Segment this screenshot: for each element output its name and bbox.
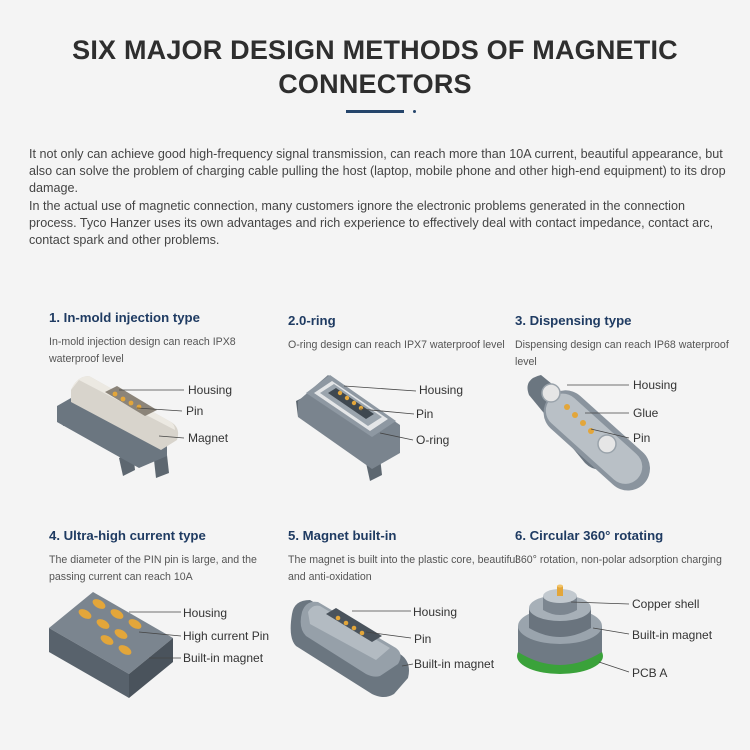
dispensing-connector-illustration bbox=[515, 313, 750, 513]
label-copper-shell: Copper shell bbox=[632, 597, 700, 611]
label-housing: Housing bbox=[188, 383, 233, 397]
label-o-ring: O-ring bbox=[416, 433, 450, 447]
intro-paragraph-2: In the actual use of magnetic connection, many customers ignore the electronic problems generated in the connection process. Tyco Hanzer uses its own advantages and rich experience to effectively deal with contact impedance, contact arc, contact spark and other problems. bbox=[29, 198, 714, 248]
method-title: 6. Circular 360° rotating bbox=[515, 528, 664, 543]
method-title: 2.0-ring bbox=[288, 313, 336, 328]
label-housing: Housing bbox=[183, 606, 228, 620]
method-title: 4. Ultra-high current type bbox=[49, 528, 206, 543]
method-title: 3. Dispensing type bbox=[515, 313, 632, 328]
method-description: O-ring design can reach IPX7 waterproof level bbox=[288, 339, 505, 351]
high-current-connector-illustration bbox=[49, 528, 289, 738]
method-card-dispensing bbox=[515, 313, 750, 513]
label-housing: Housing bbox=[419, 383, 464, 397]
circular-connector-illustration bbox=[515, 528, 750, 738]
label-pin: Pin bbox=[414, 632, 432, 646]
method-description: 360° rotation, non-polar adsorption charging bbox=[515, 554, 722, 566]
label-pin: Pin bbox=[416, 407, 434, 421]
label-housing: Housing bbox=[413, 605, 458, 619]
page-title bbox=[0, 33, 750, 101]
page-title-line-2: CONNECTORS bbox=[278, 69, 472, 99]
method-description: Dispensing design can reach IP68 waterproof level bbox=[515, 339, 729, 368]
o-ring-connector-illustration bbox=[288, 313, 528, 513]
method-card-o-ring bbox=[288, 313, 528, 513]
magnet-built-in-connector-illustration bbox=[288, 528, 528, 738]
method-card-magnet-built-in bbox=[288, 528, 528, 728]
intro-text bbox=[29, 146, 729, 249]
method-description: The diameter of the PIN pin is large, and the passing current can reach 10A bbox=[49, 554, 257, 583]
method-card-circular-360 bbox=[515, 528, 750, 728]
method-card-high-current bbox=[49, 528, 289, 728]
label-built-in-magnet: Built-in magnet bbox=[632, 628, 713, 642]
label-pin: Pin bbox=[633, 431, 651, 445]
label-pin: Pin bbox=[186, 404, 204, 418]
in-mold-connector-illustration bbox=[49, 310, 289, 510]
method-title: 1. In-mold injection type bbox=[49, 310, 200, 325]
label-pcb-a: PCB A bbox=[632, 666, 668, 680]
label-built-in-magnet: Built-in magnet bbox=[414, 657, 495, 671]
title-divider bbox=[346, 110, 404, 113]
method-card-in-mold bbox=[49, 310, 289, 510]
label-glue: Glue bbox=[633, 406, 659, 420]
intro-paragraph-1: It not only can achieve good high-frequency signal transmission, can reach more than 10A current, beautiful appearance, but also can solve the problem of charging cable pulling the host (laptop, mobile phone and other high-end equipment) to its drop damage. bbox=[29, 147, 726, 196]
method-description: In-mold injection design can reach IPX8 waterproof level bbox=[49, 336, 236, 365]
label-built-in-magnet: Built-in magnet bbox=[183, 651, 264, 665]
method-description: The magnet is built into the plastic core, beautiful and anti-oxidation bbox=[288, 554, 518, 583]
label-high-current-pin: High current Pin bbox=[183, 629, 270, 643]
label-housing: Housing bbox=[633, 378, 678, 392]
title-divider-dot bbox=[413, 110, 416, 113]
method-title: 5. Magnet built-in bbox=[288, 528, 397, 543]
page-title-line-1: SIX MAJOR DESIGN METHODS OF MAGNETIC bbox=[72, 35, 678, 65]
label-magnet: Magnet bbox=[188, 431, 229, 445]
